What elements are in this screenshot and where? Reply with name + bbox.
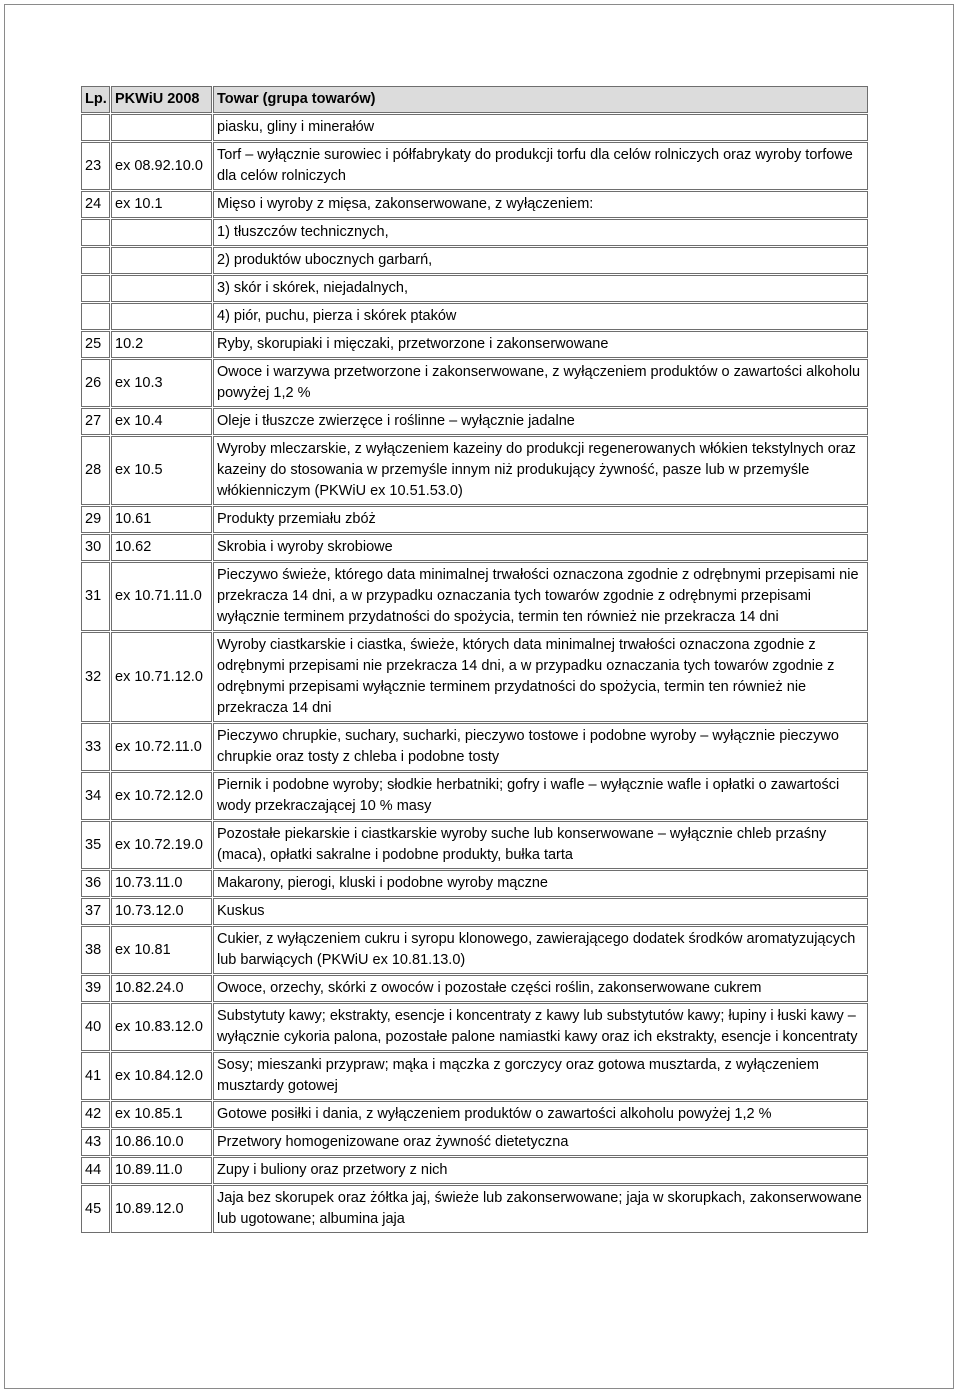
table-row: [81, 1052, 868, 1100]
row-code: ex 10.72.11.0: [111, 723, 212, 771]
row-lp: 25: [81, 331, 110, 358]
row-desc: Cukier, z wyłączeniem cukru i syropu klonowego, zawierającego dodatek środków aromatyzujących lub barwiących (PKWiU ex 10.81.13.0): [213, 926, 868, 974]
table-row: [81, 359, 868, 407]
row-desc: Wyroby mleczarskie, z wyłączeniem kazeiny do produkcji regenerowanych włókien tekstylnych oraz kazeiny do stosowania w przemyśle innym niż produkujący żywność, pasze lub w przemyśle włókienniczym (PKWiU ex 10.51.53.0): [213, 436, 868, 505]
row-desc: Substytuty kawy; ekstrakty, esencje i koncentraty z kawy lub substytutów kawy; łupiny i łuski kawy – wyłącznie cykoria palona, pozostałe palone namiastki kawy oraz ich ekstrakty, esencje i koncentraty: [213, 1003, 868, 1051]
row-lp: 26: [81, 359, 110, 407]
table-row: [81, 772, 868, 820]
row-lp: 39: [81, 975, 110, 1002]
row-lp: 42: [81, 1101, 110, 1128]
table-row: [81, 1157, 868, 1184]
row-desc: Mięso i wyroby z mięsa, zakonserwowane, z wyłączeniem:: [213, 191, 868, 218]
table-row: [81, 1101, 868, 1128]
table-row: [81, 821, 868, 869]
row-desc: Skrobia i wyroby skrobiowe: [213, 534, 868, 561]
table-row: [81, 506, 868, 533]
row-lp: [81, 114, 110, 141]
table-row: [81, 142, 868, 190]
row-desc: Zupy i buliony oraz przetwory z nich: [213, 1157, 868, 1184]
table-row: [81, 1185, 868, 1233]
row-desc: Owoce, orzechy, skórki z owoców i pozostałe części roślin, zakonserwowane cukrem: [213, 975, 868, 1002]
row-code: ex 10.83.12.0: [111, 1003, 212, 1051]
row-desc: 3) skór i skórek, niejadalnych,: [213, 275, 868, 302]
row-code: ex 10.71.12.0: [111, 632, 212, 722]
row-desc: Sosy; mieszanki przypraw; mąka i mączka z gorczycy oraz gotowa musztarda, z wyłączeniem musztardy gotowej: [213, 1052, 868, 1100]
table-row: [81, 870, 868, 897]
row-code: 10.62: [111, 534, 212, 561]
row-lp: 45: [81, 1185, 110, 1233]
row-code: [111, 114, 212, 141]
header-towar: Towar (grupa towarów): [213, 86, 868, 113]
row-desc: Pieczywo chrupkie, suchary, sucharki, pieczywo tostowe i podobne wyroby – wyłącznie pieczywo chrupkie oraz tosty z chleba i podobne tosty: [213, 723, 868, 771]
row-lp: [81, 303, 110, 330]
table-row: [81, 408, 868, 435]
row-desc: Kuskus: [213, 898, 868, 925]
table-row: [81, 219, 868, 246]
row-code: ex 10.72.12.0: [111, 772, 212, 820]
row-desc: Pieczywo świeże, którego data minimalnej trwałości oznaczona zgodnie z odrębnymi przepisami nie przekracza 14 dni, a w przypadku oznaczania tych towarów zgodnie z odrębnymi przepisami wyłącznie terminem przydatności do spożycia, termin ten również nie przekracza 14 dni: [213, 562, 868, 631]
row-lp: [81, 219, 110, 246]
row-code: ex 10.1: [111, 191, 212, 218]
row-code: 10.89.12.0: [111, 1185, 212, 1233]
row-desc: 1) tłuszczów technicznych,: [213, 219, 868, 246]
row-lp: 38: [81, 926, 110, 974]
row-code: ex 10.4: [111, 408, 212, 435]
row-lp: 43: [81, 1129, 110, 1156]
row-code: [111, 219, 212, 246]
row-desc: Torf – wyłącznie surowiec i półfabrykaty do produkcji torfu dla celów rolniczych oraz wyroby torfowe dla celów rolniczych: [213, 142, 868, 190]
header-lp: Lp.: [81, 86, 110, 113]
row-lp: 37: [81, 898, 110, 925]
table-row: [81, 723, 868, 771]
row-code: [111, 247, 212, 274]
row-code: 10.73.12.0: [111, 898, 212, 925]
header-pkwiu: PKWiU 2008: [111, 86, 212, 113]
row-desc: Ryby, skorupiaki i mięczaki, przetworzone i zakonserwowane: [213, 331, 868, 358]
row-code: ex 10.5: [111, 436, 212, 505]
row-lp: 34: [81, 772, 110, 820]
table-row: [81, 632, 868, 722]
table-row: [81, 562, 868, 631]
row-lp: 29: [81, 506, 110, 533]
row-code: [111, 303, 212, 330]
row-desc: Owoce i warzywa przetworzone i zakonserwowane, z wyłączeniem produktów o zawartości alkoholu powyżej 1,2 %: [213, 359, 868, 407]
row-code: ex 10.84.12.0: [111, 1052, 212, 1100]
row-lp: 33: [81, 723, 110, 771]
row-code: 10.89.11.0: [111, 1157, 212, 1184]
row-lp: 44: [81, 1157, 110, 1184]
row-code: 10.2: [111, 331, 212, 358]
table-row: [81, 191, 868, 218]
table-row: [81, 1003, 868, 1051]
row-code: 10.82.24.0: [111, 975, 212, 1002]
table-row: [81, 975, 868, 1002]
row-lp: 31: [81, 562, 110, 631]
row-lp: 41: [81, 1052, 110, 1100]
row-code: ex 08.92.10.0: [111, 142, 212, 190]
row-lp: 27: [81, 408, 110, 435]
row-code: ex 10.72.19.0: [111, 821, 212, 869]
row-lp: 28: [81, 436, 110, 505]
row-desc: Produkty przemiału zbóż: [213, 506, 868, 533]
table-row: [81, 534, 868, 561]
row-lp: 35: [81, 821, 110, 869]
row-code: ex 10.81: [111, 926, 212, 974]
row-code: ex 10.3: [111, 359, 212, 407]
table-row: [81, 436, 868, 505]
row-desc: Wyroby ciastkarskie i ciastka, świeże, których data minimalnej trwałości oznaczona zgodnie z odrębnymi przepisami nie przekracza 14 dni, a w przypadku oznaczania tych towarów zgodnie z odrębnymi przepisami wyłącznie terminem przydatności do spożycia, termin ten również nie przekracza 14 dni: [213, 632, 868, 722]
row-code: [111, 275, 212, 302]
table-row: [81, 331, 868, 358]
row-code: ex 10.85.1: [111, 1101, 212, 1128]
row-desc: Pozostałe piekarskie i ciastkarskie wyroby suche lub konserwowane – wyłącznie chleb przaśny (maca), opłatki sakralne i podobne produkty, bułka tarta: [213, 821, 868, 869]
goods-table: [80, 85, 869, 1234]
row-lp: [81, 275, 110, 302]
row-code: ex 10.71.11.0: [111, 562, 212, 631]
row-code: 10.73.11.0: [111, 870, 212, 897]
row-desc: piasku, gliny i minerałów: [213, 114, 868, 141]
row-lp: 32: [81, 632, 110, 722]
row-desc: Oleje i tłuszcze zwierzęce i roślinne – wyłącznie jadalne: [213, 408, 868, 435]
table-row: [81, 247, 868, 274]
row-lp: 30: [81, 534, 110, 561]
row-desc: Jaja bez skorupek oraz żółtka jaj, świeże lub zakonserwowane; jaja w skorupkach, zakonserwowane lub ugotowane; albumina jaja: [213, 1185, 868, 1233]
row-code: 10.61: [111, 506, 212, 533]
table-row: [81, 1129, 868, 1156]
table-row: [81, 898, 868, 925]
table-row: [81, 303, 868, 330]
row-code: 10.86.10.0: [111, 1129, 212, 1156]
row-desc: Gotowe posiłki i dania, z wyłączeniem produktów o zawartości alkoholu powyżej 1,2 %: [213, 1101, 868, 1128]
row-lp: 40: [81, 1003, 110, 1051]
table-row: [81, 275, 868, 302]
table-row: [81, 926, 868, 974]
row-desc: Makarony, pierogi, kluski i podobne wyroby mączne: [213, 870, 868, 897]
row-lp: 36: [81, 870, 110, 897]
row-desc: Przetwory homogenizowane oraz żywność dietetyczna: [213, 1129, 868, 1156]
row-lp: 24: [81, 191, 110, 218]
row-desc: Piernik i podobne wyroby; słodkie herbatniki; gofry i wafle – wyłącznie wafle i opłatki o zawartości wody przekraczającej 10 % masy: [213, 772, 868, 820]
table-header-row: [81, 86, 868, 113]
row-lp: [81, 247, 110, 274]
row-desc: 4) piór, puchu, pierza i skórek ptaków: [213, 303, 868, 330]
table-row: [81, 114, 868, 141]
row-lp: 23: [81, 142, 110, 190]
row-desc: 2) produktów ubocznych garbarń,: [213, 247, 868, 274]
